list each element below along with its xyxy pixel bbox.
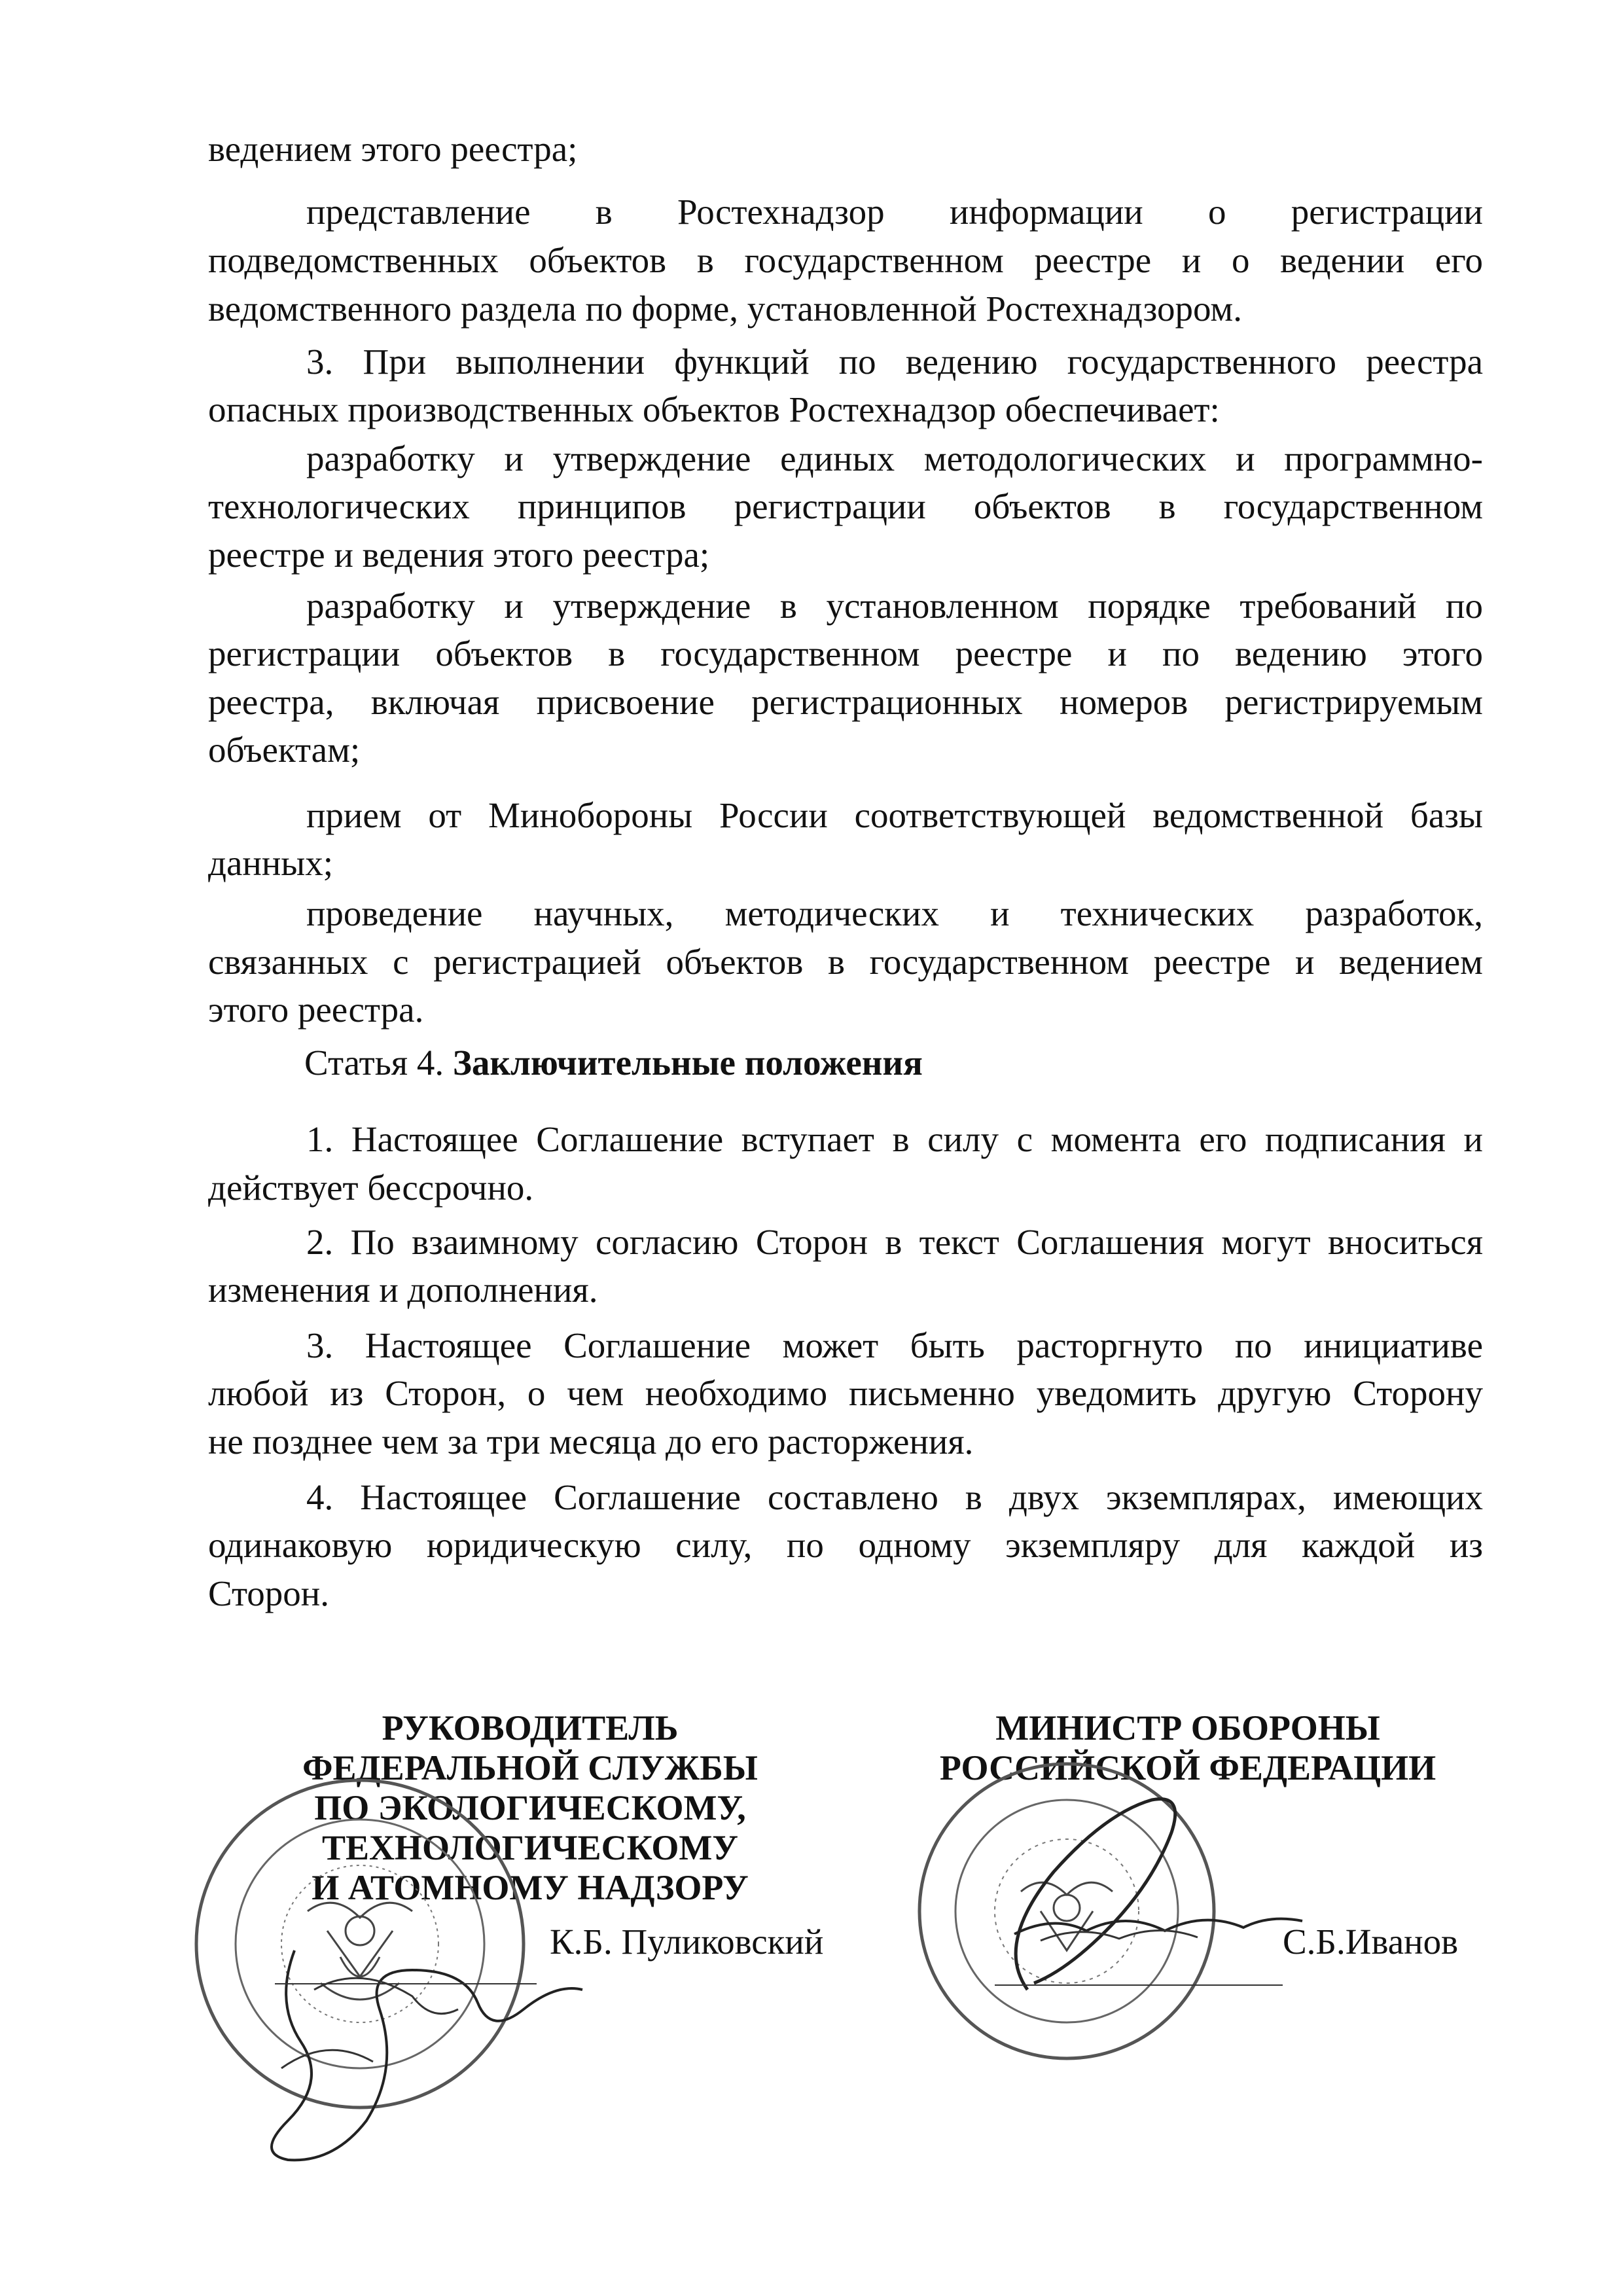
title-line: ПО ЭКОЛОГИЧЕСКОМУ, <box>314 1788 746 1827</box>
article-prefix: Статья 4. <box>304 1043 444 1083</box>
article-title: Заключительные положения <box>452 1043 923 1083</box>
text-line: данных; <box>208 843 333 883</box>
text-line: ведомственного раздела по форме, установленной Ростехнадзором. <box>208 289 1242 329</box>
text-line: реестре и ведения этого реестра; <box>208 535 710 575</box>
text-line: связанных с регистрацией объектов в государственном реестре и ведением <box>208 942 1483 982</box>
text-line: опасных производственных объектов Ростехнадзор обеспечивает: <box>208 389 1220 429</box>
article-heading <box>304 1039 923 1086</box>
left-signature <box>216 1872 635 2173</box>
left-signature-line <box>275 1983 537 1984</box>
text-line: 2. По взаимному согласию Сторон в текст Соглашения могут вноситься <box>306 1222 1483 1262</box>
text-line: 1. Настоящее Соглашение вступает в силу с момента его подписания и <box>306 1119 1483 1159</box>
text-line: представление в Ростехнадзор информации о регистрации <box>306 192 1483 232</box>
text-line: изменения и дополнения. <box>208 1270 598 1310</box>
text-line: не позднее чем за три месяца до его расторжения. <box>208 1422 974 1462</box>
text-line: 3. Настоящее Соглашение может быть расторгнуто по инициативе <box>306 1325 1483 1365</box>
left-signatory-name: К.Б. Пуликовский <box>550 1922 824 1962</box>
title-line: РУКОВОДИТЕЛЬ <box>382 1708 679 1748</box>
title-line: ТЕХНОЛОГИЧЕСКОМУ <box>321 1828 738 1867</box>
text-line: любой из Сторон, о чем необходимо письменно уведомить другую Сторону <box>208 1373 1483 1413</box>
text-line: действует бессрочно. <box>208 1168 534 1208</box>
text-line: одинаковую юридическую силу, по одному экземпляру для каждой из <box>208 1525 1483 1565</box>
title-line: И АТОМНОМУ НАДЗОРУ <box>312 1868 749 1907</box>
text-line: разработку и утверждение единых методологических и программно- <box>306 439 1483 478</box>
text-line: 4. Настоящее Соглашение составлено в двух экземплярах, имеющих <box>306 1477 1483 1517</box>
title-line: РОССИЙСКОЙ ФЕДЕРАЦИИ <box>939 1748 1436 1787</box>
text-line: Сторон. <box>208 1573 329 1613</box>
text-line: прием от Минобороны России соответствующей ведомственной базы <box>306 795 1483 835</box>
text-line: регистрации объектов в государственном реестре и по ведению этого <box>208 634 1483 673</box>
right-signature <box>975 1774 1342 2009</box>
text-line: ведением этого реестра; <box>208 129 578 169</box>
text-line: проведение научных, методических и технических разработок, <box>306 893 1483 933</box>
right-signature-line <box>995 1984 1283 1986</box>
title-line: МИНИСТР ОБОРОНЫ <box>995 1708 1380 1748</box>
title-line: ФЕДЕРАЛЬНОЙ СЛУЖБЫ <box>302 1748 758 1787</box>
text-line: 3. При выполнении функций по ведению государственного реестра <box>306 342 1483 382</box>
right-signatory-name: С.Б.Иванов <box>1283 1922 1459 1962</box>
text-line: объектам; <box>208 730 361 770</box>
text-line: этого реестра. <box>208 990 424 1030</box>
text-line: разработку и утверждение в установленном порядке требований по <box>306 586 1483 626</box>
text-line: реестра, включая присвоение регистрационных номеров регистрируемым <box>208 682 1483 722</box>
text-line: технологических принципов регистрации объектов в государственном <box>208 486 1483 526</box>
text-line: подведомственных объектов в государственном реестре и о ведении его <box>208 240 1483 280</box>
